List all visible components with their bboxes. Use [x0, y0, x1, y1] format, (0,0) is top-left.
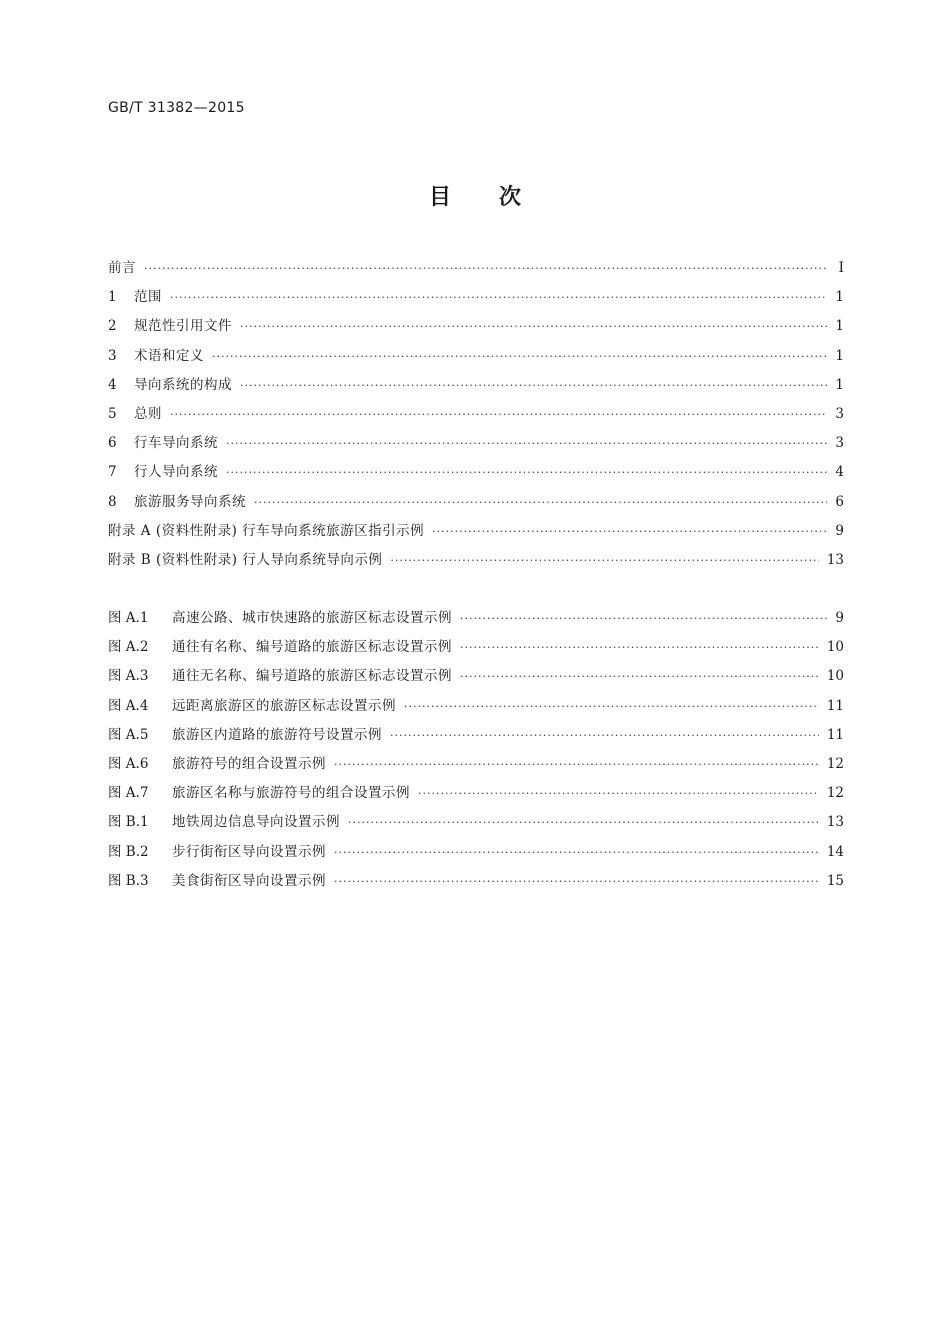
dot-leader: [390, 729, 819, 742]
toc-entry-label: 通往有名称、编号道路的旅游区标志设置示例: [172, 639, 452, 656]
toc-entry-label: 旅游符号的组合设置示例: [172, 756, 326, 772]
title-char-2: 次: [499, 185, 522, 210]
toc-entry-number: 7: [108, 464, 117, 481]
toc-entry-number: 图 A.7: [108, 785, 149, 802]
toc-entry-page: 12: [826, 785, 844, 802]
toc-entry-label: 旅游服务导向系统: [134, 493, 246, 510]
toc-entry-label: 步行街衔区导向设置示例: [172, 843, 326, 860]
dot-leader: [170, 408, 827, 421]
toc-entry-number: 1: [108, 289, 117, 306]
page-title: [0, 180, 950, 211]
toc-entry[interactable]: [108, 490, 844, 519]
dot-leader: [334, 875, 819, 888]
toc-entry-page: 4: [835, 464, 844, 481]
toc-entry-number: 4: [108, 376, 117, 393]
toc-entry-page: 1: [835, 376, 844, 393]
toc-figures: [108, 606, 844, 898]
dot-leader: [432, 525, 827, 538]
toc-entry[interactable]: [108, 431, 844, 460]
toc-entry-label: 前言: [108, 260, 136, 276]
toc-entry-page: 3: [835, 405, 844, 422]
toc-entry-page: 1: [835, 318, 844, 335]
toc-entry-page: 10: [826, 639, 844, 656]
toc-entry-label: 附录 B (资料性附录) 行人导向系统导向示例: [108, 551, 383, 568]
dot-leader: [334, 846, 819, 859]
toc-entry-label: 通往无名称、编号道路的旅游区标志设置示例: [172, 668, 452, 685]
toc-entry-label: 术语和定义: [134, 347, 204, 364]
dot-leader: [144, 262, 828, 275]
dot-leader: [418, 787, 819, 800]
toc-entry-label: 范围: [134, 289, 162, 306]
toc-entry-page: 10: [826, 668, 844, 685]
toc-entry-number: 图 A.6: [108, 756, 149, 772]
toc-entry[interactable]: [108, 402, 844, 431]
toc-entry-page: 13: [826, 551, 844, 568]
toc-entry[interactable]: [108, 548, 844, 577]
toc-entry-label: 高速公路、城市快速路的旅游区标志设置示例: [172, 610, 452, 627]
toc-entry-label: 远距离旅游区的旅游区标志设置示例: [172, 697, 396, 714]
toc-entry-number: 图 A.5: [108, 726, 149, 743]
toc-entry-page: 12: [826, 756, 844, 772]
toc-entry-number: 8: [108, 493, 117, 510]
toc-sections: [108, 256, 844, 577]
dot-leader: [404, 700, 819, 713]
toc-entry-number: 6: [108, 435, 117, 452]
dot-leader: [240, 379, 827, 392]
toc-entry-page: 1: [835, 347, 844, 364]
toc-entry-page: 15: [826, 872, 844, 889]
toc-entry-page: 1: [835, 289, 844, 306]
toc-entry[interactable]: [108, 810, 844, 839]
toc-entry[interactable]: [108, 373, 844, 402]
toc-entry-label: 行车导向系统: [134, 435, 218, 452]
toc-entry-page: 14: [826, 843, 844, 860]
toc-entry-page: 11: [826, 697, 844, 714]
dot-leader: [460, 641, 819, 654]
toc-entry-number: 图 A.1: [108, 610, 149, 627]
toc-entry-page: 6: [835, 493, 844, 510]
dot-leader: [460, 670, 819, 683]
toc-entry[interactable]: [108, 344, 844, 373]
toc-entry[interactable]: [108, 635, 844, 664]
toc-entry-number: 5: [108, 405, 117, 422]
table-of-contents: [108, 256, 844, 898]
dot-leader: [348, 816, 819, 829]
dot-leader: [226, 466, 827, 479]
toc-entry-label: 旅游区名称与旅游符号的组合设置示例: [172, 785, 410, 802]
toc-entry-page: 9: [835, 610, 844, 627]
toc-entry[interactable]: [108, 606, 844, 635]
dot-leader: [226, 437, 827, 450]
standard-code: GB/T 31382—2015: [108, 100, 245, 116]
toc-entry-page: 13: [826, 814, 844, 831]
toc-entry-page: 9: [835, 522, 844, 539]
toc-entry[interactable]: [108, 869, 844, 898]
toc-entry-number: 3: [108, 347, 117, 364]
dot-leader: [460, 612, 827, 625]
dot-leader: [240, 320, 827, 333]
toc-entry-page: 3: [835, 435, 844, 452]
toc-entry[interactable]: [108, 285, 844, 314]
toc-entry[interactable]: [108, 519, 844, 548]
toc-entry[interactable]: [108, 256, 844, 285]
toc-entry-number: 图 A.3: [108, 668, 149, 685]
toc-entry[interactable]: [108, 664, 844, 693]
toc-entry-number: 图 B.2: [108, 843, 149, 860]
toc-entry-number: 图 B.1: [108, 814, 149, 831]
toc-entry[interactable]: [108, 781, 844, 810]
dot-leader: [170, 291, 827, 304]
toc-entry-number: 2: [108, 318, 117, 335]
toc-entry-label: 行人导向系统: [134, 464, 218, 481]
toc-entry-number: 图 B.3: [108, 872, 149, 889]
toc-entry-page: 11: [826, 726, 844, 743]
toc-entry-label: 附录 A (资料性附录) 行车导向系统旅游区指引示例: [108, 522, 425, 539]
toc-entry-label: 旅游区内道路的旅游符号设置示例: [172, 726, 382, 743]
toc-entry-label: 总则: [134, 405, 162, 422]
toc-entry-label: 美食街衔区导向设置示例: [172, 872, 326, 889]
toc-entry[interactable]: [108, 723, 844, 752]
toc-entry-number: 图 A.4: [108, 697, 149, 714]
toc-entry-number: 图 A.2: [108, 639, 149, 656]
dot-leader: [334, 758, 819, 771]
toc-entry[interactable]: [108, 460, 844, 489]
toc-entry[interactable]: [108, 694, 844, 723]
toc-entry[interactable]: [108, 752, 844, 781]
toc-entry[interactable]: [108, 314, 844, 343]
toc-entry-label: 地铁周边信息导向设置示例: [172, 814, 340, 831]
toc-entry[interactable]: [108, 840, 844, 869]
dot-leader: [212, 350, 827, 363]
toc-entry-label: 规范性引用文件: [134, 318, 232, 335]
dot-leader: [254, 496, 827, 509]
toc-entry-label: 导向系统的构成: [134, 376, 232, 393]
dot-leader: [390, 554, 818, 567]
toc-entry-page: Ⅰ: [838, 260, 844, 276]
title-char-1: 目: [428, 185, 451, 210]
